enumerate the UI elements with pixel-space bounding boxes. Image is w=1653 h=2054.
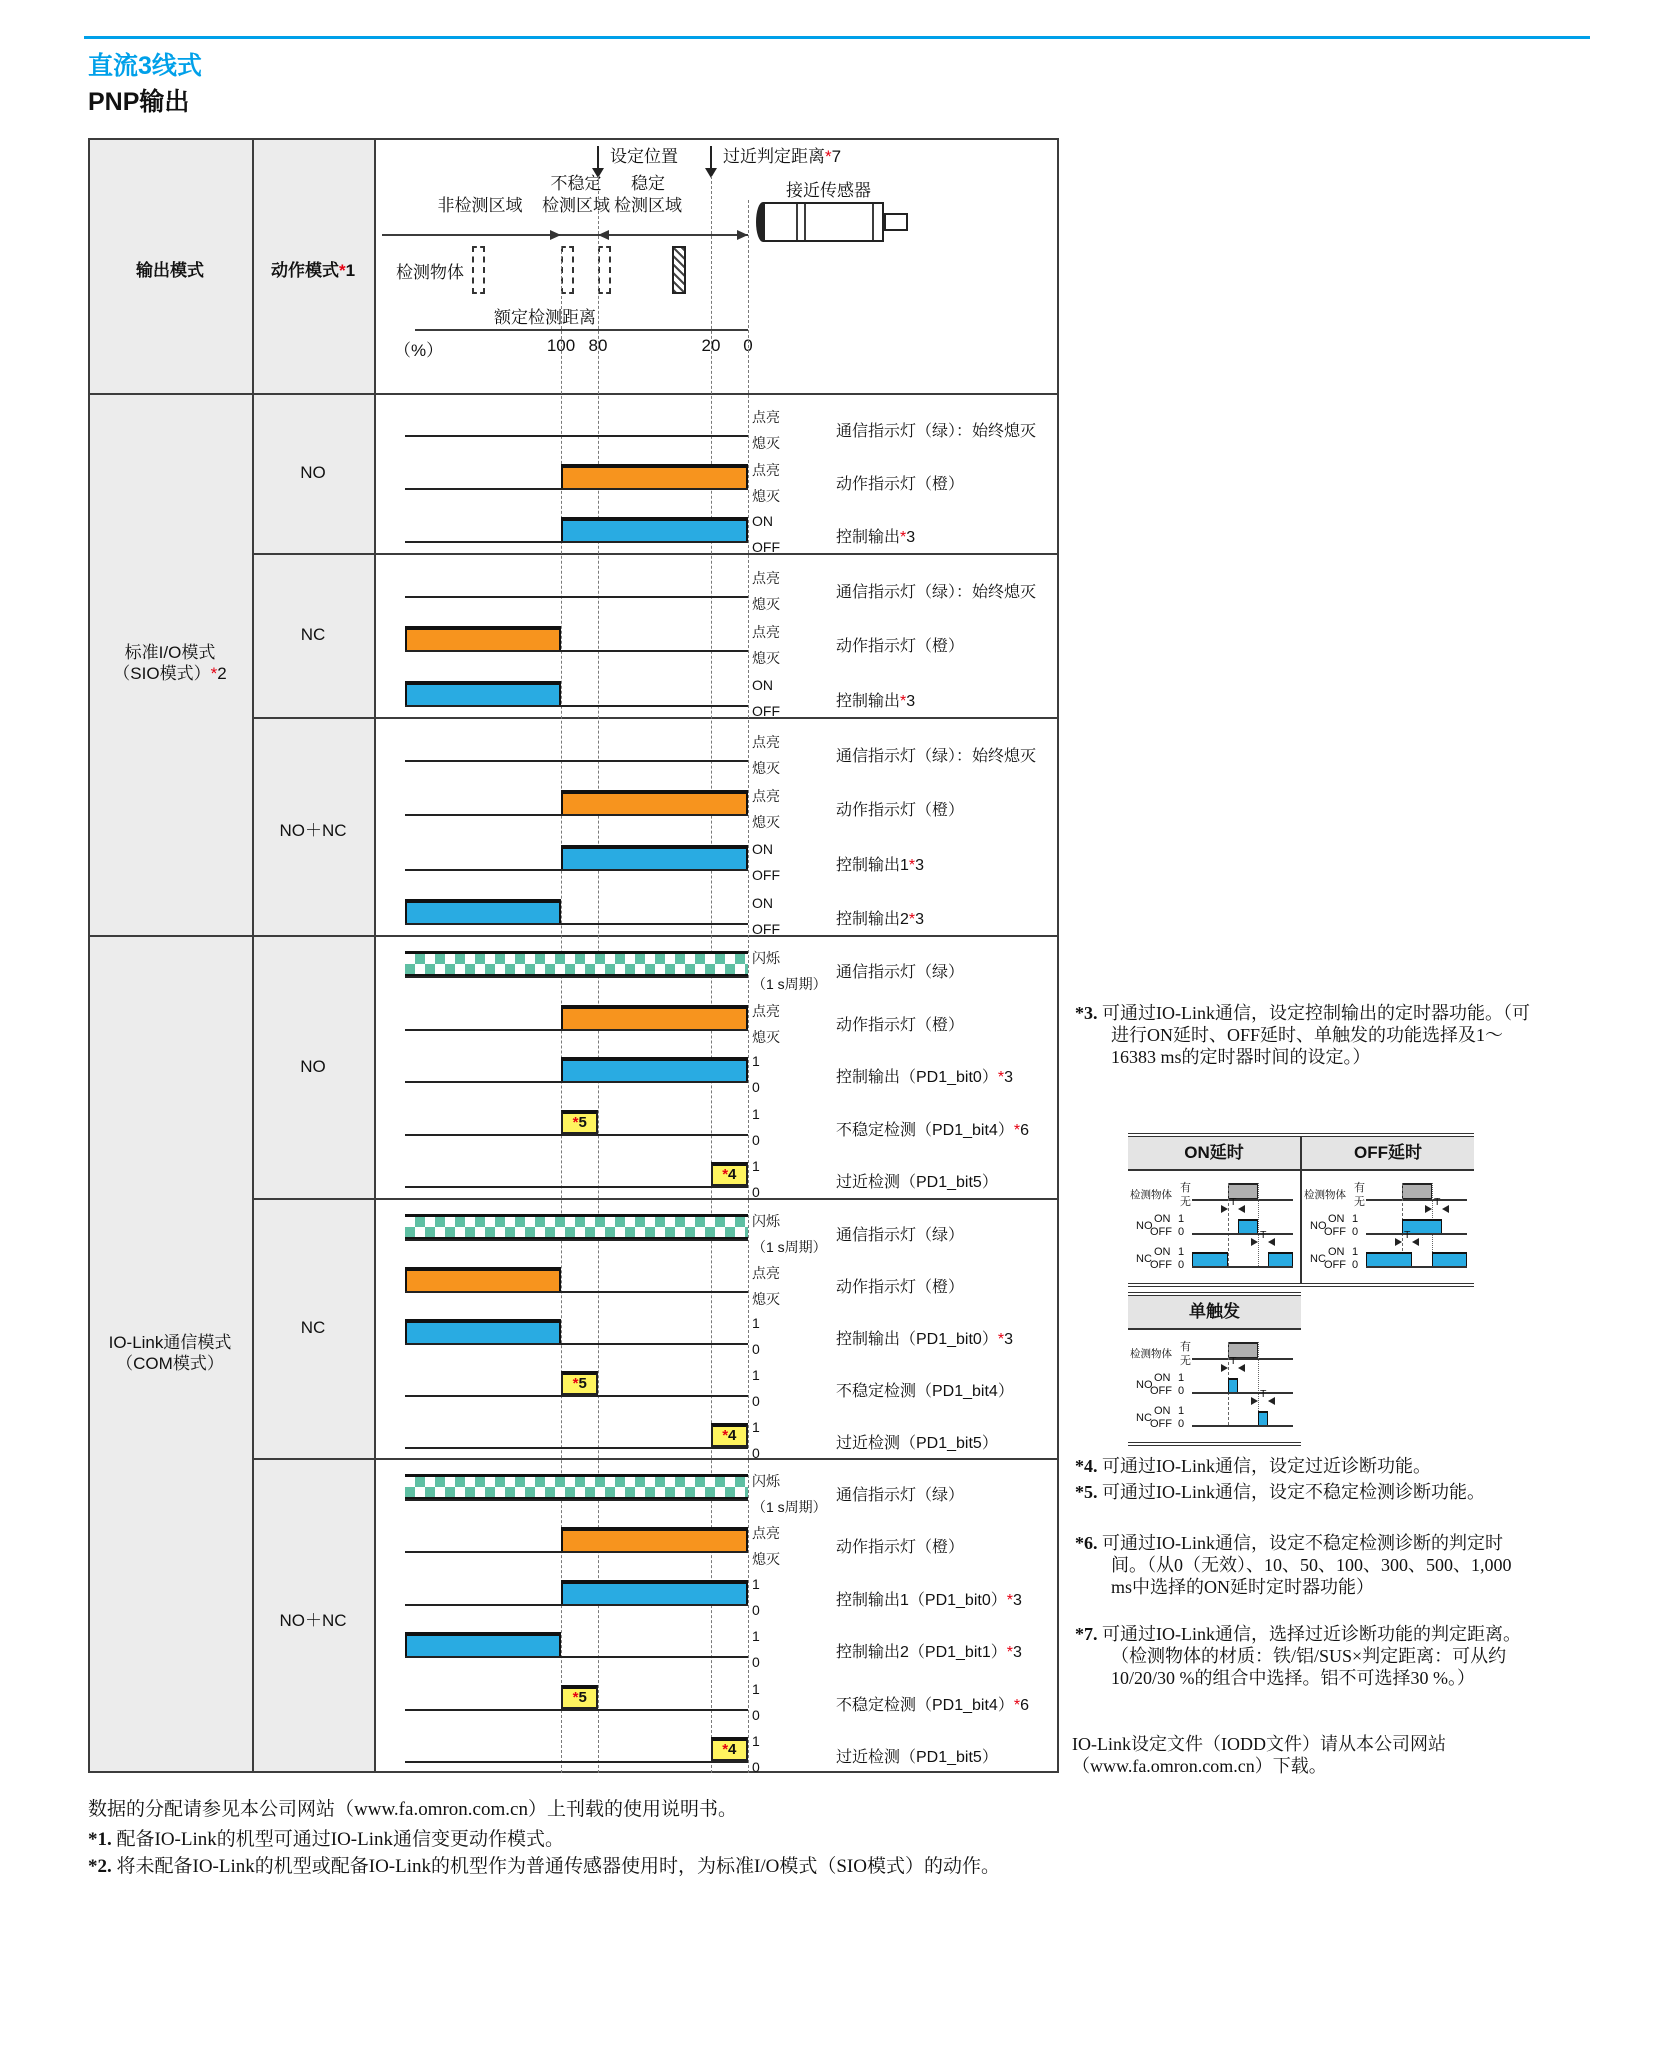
timer-dim-arrow [1412,1238,1419,1246]
sensor-connector-icon [884,213,908,231]
note-6: *6. 可通过IO-Link通信，设定不稳定检测诊断的判定时间。（从0（无效）、10、50、100、300、500、1,000 ms中选择的ON延时定时器功能） [1075,1533,1512,1597]
level-label-low: 熄灭 [752,1291,780,1307]
level-label-high: 点亮 [752,1525,780,1541]
timer-label: OFF [1150,1259,1172,1271]
timer-label: 0 [1178,1226,1185,1238]
timer-dim-arrow [1442,1205,1449,1213]
level-label-low: 0 [752,1393,760,1409]
note-3: *3. 可通过IO-Link通信，设定控制输出的定时器功能。（可进行ON延时、OFF延时、单触发的功能选择及1～16383 ms的定时器时间的设定。） [1075,1003,1530,1067]
timer-dim-arrow [1221,1205,1228,1213]
level-label-high: 闪烁 [752,1213,780,1229]
signal-high-bar [405,626,561,650]
signal-desc: 动作指示灯（橙） [836,1539,965,1556]
footnote-2: *2. 将未配备IO-Link的机型或配备IO-Link的机型作为普通传感器使用时，为标准I/O模式（SIO模式）的动作。 [88,1856,1000,1877]
timer-dim-arrow [1251,1238,1258,1246]
timer-label: 检测物体 [1130,1348,1172,1360]
proximity-sensor-label: 接近传感器 [786,181,871,200]
sensor-body-divider [796,204,798,240]
timer-label: ON [1154,1246,1171,1258]
signal-high-bar [561,1005,748,1029]
timer-label: 1 [1352,1213,1359,1225]
unstable-zone-label-2: 检测区域 [542,196,610,215]
ref-asterisk: * [997,1331,1005,1348]
dimension-arrowhead [737,230,748,240]
signal-baseline [405,1186,748,1188]
ref-asterisk: * [997,1069,1005,1086]
action-mode-label: NO [300,1056,326,1076]
non-detection-zone-label: 非检测区域 [437,196,523,215]
blink-checker-band [405,1214,748,1239]
level-label-high: 1 [752,1158,760,1174]
timer-label: 1 [1178,1372,1185,1384]
signal-high-bar [405,1632,561,1656]
object-ghost [472,246,485,294]
timer-label: ON [1154,1372,1171,1384]
signal-high-bar [561,1057,748,1081]
timer-label: 无 [1180,1196,1191,1208]
level-label-high: 1 [752,1576,760,1592]
signal-baseline [405,650,748,652]
signal-baseline [405,1029,748,1031]
signal-baseline [405,488,748,490]
pulse-marker-4: *4 [711,1162,748,1186]
timer-label: OFF [1324,1226,1346,1238]
timer-dim-arrow [1221,1364,1228,1372]
level-label-low: 0 [752,1341,760,1357]
action-mode-column-header: 动作模式*1 [270,261,356,280]
signal-desc: 通信指示灯（绿）：始终熄灭 [836,584,1037,601]
detected-object-label: 检测物体 [396,263,464,282]
timer-output-bar [1366,1252,1412,1266]
level-label-high: 1 [752,1367,760,1383]
signal-baseline [405,1604,748,1606]
signal-baseline [405,435,748,437]
timer-label: OFF [1150,1226,1172,1238]
proximity-distance-label: 过近判定距离*7 [723,147,842,166]
level-label-high: ON [752,513,773,529]
proximity-arrow [710,146,712,170]
signal-baseline [405,1291,748,1293]
level-label-high: 1 [752,1315,760,1331]
timer-label: ON [1154,1213,1171,1225]
note-5: *5. 可通过IO-Link通信，设定不稳定检测诊断功能。 [1075,1482,1485,1502]
timer-dim-arrow [1238,1364,1245,1372]
signal-baseline [405,976,748,978]
ref-asterisk: * [1013,1697,1021,1714]
sensor-body-divider [872,204,874,240]
level-label-low: 熄灭 [752,650,780,666]
pulse-marker-4: *4 [711,1737,748,1761]
signal-desc: 不稳定检测（PD1_bit4）*6 [836,1697,1029,1714]
action-mode-label: NO [300,463,326,482]
signal-desc: 控制输出1*3 [836,857,925,874]
stable-zone-label-1: 稳定 [631,174,665,193]
ref-asterisk: * [900,529,907,546]
signal-desc: 不稳定检测（PD1_bit4）*6 [836,1122,1029,1139]
signal-baseline [405,1239,748,1241]
level-label-high: 1 [752,1106,760,1122]
timer-label: 1 [1352,1246,1359,1258]
ref-asterisk: * [1013,1122,1021,1139]
signal-baseline [405,1343,748,1345]
ref-asterisk: * [572,1375,579,1392]
level-label-high: 点亮 [752,462,780,478]
level-label-low: OFF [752,539,780,555]
iodd-note: IO-Link设定文件（IODD文件）请从本公司网站（www.fa.omron.com.cn）下载。 [1072,1734,1446,1776]
top-accent-rule [84,36,1590,39]
timer-label: T [1260,1388,1267,1400]
scale-tick-20: 20 [701,336,721,355]
row-border [88,393,1059,395]
signal-high-bar [561,845,748,869]
signal-desc: 动作指示灯（橙） [836,638,965,655]
signal-high-bar [405,681,561,705]
signal-baseline [405,1709,748,1711]
timer-axis [1366,1266,1467,1268]
timer-label: 0 [1352,1226,1359,1238]
level-label-low: （1 s周期） [752,1499,827,1515]
level-label-low: OFF [752,921,780,937]
timer-label: NC [1310,1253,1326,1265]
delay-timer-table [1128,1133,1474,1287]
signal-high-bar [405,899,561,923]
ref-asterisk: * [825,147,832,166]
signal-baseline [405,596,748,598]
level-label-low: （1 s周期） [752,1239,827,1255]
timer-label: NO [1310,1220,1327,1232]
scale-tick-80: 80 [588,336,608,355]
signal-desc: 动作指示灯（橙） [836,1279,965,1296]
timer-label: OFF [1150,1418,1172,1430]
signal-baseline [405,1656,748,1658]
signal-desc: 控制输出2（PD1_bit1）*3 [836,1644,1022,1661]
level-label-high: ON [752,677,773,693]
signal-baseline [405,1081,748,1083]
timer-label: T [1260,1229,1267,1241]
row-border [88,935,1059,937]
level-label-low: 熄灭 [752,1029,780,1045]
dimension-arrowhead [598,230,609,240]
signal-baseline [405,1447,748,1449]
signal-desc: 控制输出*3 [836,693,916,710]
signal-desc: 过近检测（PD1_bit5） [836,1749,998,1766]
rated-distance-label: 额定检测距离 [494,308,596,327]
timer-dim-arrow [1238,1205,1245,1213]
signal-baseline [405,541,748,543]
object-at-set-position [672,246,686,294]
level-label-low: OFF [752,867,780,883]
timer-label: 检测物体 [1130,1189,1172,1201]
page-title: 直流3线式 [88,52,202,80]
action-mode-label: NC [300,625,326,644]
ref-asterisk: * [722,1166,729,1183]
object-ghost [561,246,574,294]
action-mode-label: NO＋NC [279,1610,347,1630]
output-mode-column-header: 输出模式 [136,261,204,280]
timer-dim-arrow [1268,1238,1275,1246]
one-shot-table [1128,1292,1301,1446]
level-label-high: 1 [752,1419,760,1435]
timer-label: 1 [1178,1246,1185,1258]
level-label-low: 熄灭 [752,814,780,830]
one-shot-diagram [1128,1330,1301,1442]
action-mode-label: NC [300,1318,326,1337]
rated-distance-line [415,329,748,331]
off-delay-title: OFF延时 [1300,1137,1474,1169]
timer-output-bar [1258,1411,1268,1425]
signal-desc: 通信指示灯（绿） [836,964,965,981]
signal-desc: 动作指示灯（橙） [836,476,965,493]
level-label-high: 闪烁 [752,1473,780,1489]
timer-axis [1192,1266,1293,1268]
level-label-high: 1 [752,1628,760,1644]
timer-dim-arrow [1395,1238,1402,1246]
signal-baseline [405,1761,748,1763]
level-label-high: 点亮 [752,570,780,586]
pulse-marker-5: *5 [561,1685,598,1709]
output-mode-label: IO-Link通信模式 （COM模式） [108,1333,232,1373]
level-label-low: 0 [752,1707,760,1723]
timer-guide [1258,1183,1259,1266]
timer-label: ON [1328,1246,1345,1258]
unstable-zone-label-1: 不稳定 [550,174,602,193]
signal-desc: 控制输出*3 [836,529,916,546]
signal-desc: 通信指示灯（绿）：始终熄灭 [836,423,1037,440]
level-label-low: 熄灭 [752,488,780,504]
note-4: *4. 可通过IO-Link通信，设定过近诊断功能。 [1075,1456,1431,1476]
action-mode-label: NO＋NC [279,821,347,840]
percent-label: （%） [394,341,444,360]
level-label-high: 点亮 [752,409,780,425]
timer-object-pulse [1402,1183,1432,1199]
timer-label: 0 [1352,1259,1359,1271]
signal-baseline [405,760,748,762]
note-7: *7. 可通过IO-Link通信，选择过近诊断功能的判定距离。（检测物体的材质：铁/铝/SUS×判定距离：可从约10/20/30 %的组合中选择。铝不可选择30 %。） [1075,1624,1521,1688]
signal-desc: 过近检测（PD1_bit5） [836,1435,998,1452]
signal-high-bar [561,1527,748,1551]
timer-axis [1366,1199,1467,1201]
timer-output-bar [1228,1378,1238,1392]
signal-high-bar [405,1267,561,1291]
signal-desc: 不稳定检测（PD1_bit4） [836,1383,1014,1400]
scale-tick-100: 100 [546,336,576,355]
timer-label: 0 [1178,1259,1185,1271]
delay-timer-table-header [1128,1137,1474,1171]
page-subtitle: PNP输出 [88,88,190,116]
level-label-high: 点亮 [752,734,780,750]
timer-axis [1192,1425,1293,1427]
ref-asterisk: * [1006,1644,1013,1661]
level-label-low: 0 [752,1132,760,1148]
timer-label: 有 [1180,1341,1191,1353]
sensor-body-divider [804,204,806,240]
ref-asterisk: * [572,1114,579,1131]
timer-output-bar [1238,1219,1258,1233]
ref-asterisk: * [572,1689,579,1706]
timer-label: NC [1136,1253,1152,1265]
timer-label: T [1434,1196,1441,1208]
level-label-low: 0 [752,1079,760,1095]
signal-desc: 控制输出1（PD1_bit0）*3 [836,1592,1022,1609]
signal-baseline [405,1134,748,1136]
timer-label: 检测物体 [1304,1189,1346,1201]
signal-high-bar [561,790,748,814]
signal-desc: 通信指示灯（绿）：始终熄灭 [836,748,1037,765]
timer-label: T [1404,1229,1411,1241]
signal-desc: 控制输出2*3 [836,911,925,928]
timer-label: OFF [1150,1385,1172,1397]
signal-desc: 过近检测（PD1_bit5） [836,1174,998,1191]
timer-axis [1192,1392,1293,1394]
blink-checker-band [405,1474,748,1499]
object-ghost [598,246,611,294]
timer-output-bar [1192,1252,1228,1266]
signal-desc: 通信指示灯（绿） [836,1227,965,1244]
ref-asterisk: * [900,693,907,710]
grid-line-0 [748,200,749,1773]
level-label-low: 0 [752,1759,760,1775]
timer-label: 有 [1180,1182,1191,1194]
level-label-high: 1 [752,1053,760,1069]
level-label-high: 闪烁 [752,950,780,966]
level-label-low: 熄灭 [752,596,780,612]
one-shot-table-header [1128,1296,1301,1330]
timer-label: NO [1136,1220,1153,1232]
level-label-low: 熄灭 [752,1551,780,1567]
ref-asterisk: * [908,857,916,874]
level-label-low: 0 [752,1184,760,1200]
signal-desc: 控制输出（PD1_bit0）*3 [836,1069,1013,1086]
timer-dim-arrow [1251,1397,1258,1405]
pulse-marker-5: *5 [561,1110,598,1134]
signal-baseline [405,1499,748,1501]
timer-label: T [1230,1196,1237,1208]
footnote-intro: 数据的分配请参见本公司网站（www.fa.omron.com.cn）上刊载的使用说明书。 [88,1799,737,1820]
zone-dimension-line [382,234,748,236]
timer-label: 有 [1354,1182,1365,1194]
on-delay-title: ON延时 [1184,1143,1244,1162]
timer-label: 0 [1178,1418,1185,1430]
one-shot-title: 单触发 [1189,1302,1240,1321]
level-label-high: ON [752,895,773,911]
level-label-high: 点亮 [752,1003,780,1019]
level-label-low: 0 [752,1445,760,1461]
signal-high-bar [405,1319,561,1343]
signal-desc: 通信指示灯（绿） [836,1487,965,1504]
timer-axis [1192,1233,1293,1235]
level-label-low: 0 [752,1602,760,1618]
signal-desc: 动作指示灯（橙） [836,802,965,819]
ref-asterisk: * [722,1741,729,1758]
level-label-low: 熄灭 [752,435,780,451]
ref-asterisk: * [210,664,218,683]
timer-label: 1 [1178,1213,1185,1225]
signal-desc: 动作指示灯（橙） [836,1017,965,1034]
timer-label: NO [1136,1379,1153,1391]
column-border [252,138,254,1773]
signal-baseline [405,814,748,816]
timer-axis [1366,1233,1467,1235]
timer-output-bar [1432,1252,1467,1266]
ref-asterisk: * [908,911,916,928]
signal-high-bar [561,1580,748,1604]
ref-asterisk: * [1006,1592,1013,1609]
signal-baseline [405,705,748,707]
pulse-marker-5: *5 [561,1371,598,1395]
blink-checker-band [405,951,748,976]
timer-label: 0 [1178,1385,1185,1397]
timer-axis [1192,1358,1293,1360]
level-label-high: 点亮 [752,788,780,804]
timer-dim-arrow [1268,1397,1275,1405]
level-label-high: ON [752,841,773,857]
level-label-high: 1 [752,1733,760,1749]
on-delay-diagram [1128,1171,1300,1283]
dimension-arrowhead [550,230,561,240]
level-label-low: OFF [752,703,780,719]
sensor-body-icon [763,202,884,242]
set-position-arrow [597,146,599,170]
scale-tick-0: 0 [743,336,753,355]
signal-baseline [405,1551,748,1553]
timer-label: ON [1328,1213,1345,1225]
timer-dim-arrow [1425,1205,1432,1213]
timer-label: ON [1154,1405,1171,1417]
timer-label: 无 [1180,1355,1191,1367]
footnote-1: *1. 配备IO-Link的机型可通过IO-Link通信变更动作模式。 [88,1829,565,1850]
stable-zone-label-2: 检测区域 [614,196,682,215]
signal-baseline [405,869,748,871]
level-label-high: 1 [752,1681,760,1697]
signal-desc: 控制输出（PD1_bit0）*3 [836,1331,1013,1348]
signal-high-bar [561,517,748,541]
signal-baseline [405,1395,748,1397]
ref-asterisk: * [338,261,346,280]
timer-label: OFF [1324,1259,1346,1271]
ref-asterisk: * [722,1427,729,1444]
level-label-high: 点亮 [752,624,780,640]
timer-label: NC [1136,1412,1152,1424]
timer-axis [1192,1199,1293,1201]
set-position-label: 设定位置 [610,147,678,166]
signal-high-bar [561,464,748,488]
column-border [374,138,376,1773]
pulse-marker-4: *4 [711,1423,748,1447]
timer-label: 无 [1354,1196,1365,1208]
level-label-high: 点亮 [752,1265,780,1281]
signal-baseline [405,923,748,925]
timer-guide [1228,1183,1229,1266]
output-mode-label: 标准I/O模式 （SIO模式）*2 [113,643,227,683]
timer-output-bar [1268,1252,1293,1266]
level-label-low: （1 s周期） [752,976,827,992]
level-label-low: 0 [752,1654,760,1670]
level-label-low: 熄灭 [752,760,780,776]
off-delay-diagram [1300,1171,1474,1283]
timer-label: T [1230,1355,1237,1367]
timer-label: 1 [1178,1405,1185,1417]
